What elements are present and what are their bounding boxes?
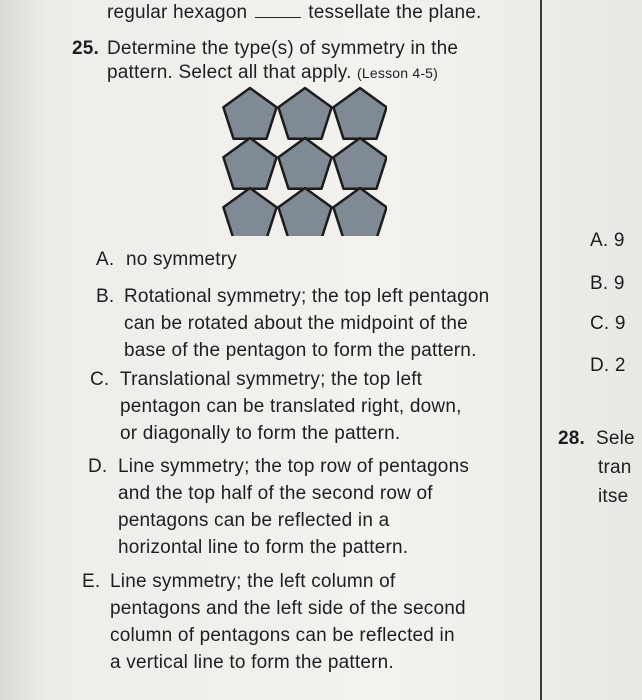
- pentagon: [223, 88, 276, 139]
- previous-question-text-end: tessellate the plane.: [308, 2, 482, 23]
- option-text-line[interactable]: can be rotated about the midpoint of the: [124, 313, 468, 334]
- pentagon: [223, 188, 276, 236]
- option-text-line[interactable]: base of the pentagon to form the pattern.: [124, 340, 477, 361]
- question-28-text: Sele: [596, 428, 635, 449]
- pentagon: [333, 88, 386, 139]
- lesson-reference: (Lesson 4-5): [357, 65, 439, 81]
- question-number: 25.: [72, 38, 100, 59]
- option-letter[interactable]: E.: [82, 571, 101, 592]
- right-choice[interactable]: A. 9: [590, 230, 625, 251]
- pentagon: [278, 138, 331, 189]
- previous-question-text-start: regular hexagon: [107, 2, 248, 23]
- option-text-line[interactable]: Rotational symmetry; the top left pentagon: [124, 286, 490, 307]
- answer-blank[interactable]: [255, 17, 301, 18]
- option-text-line[interactable]: Line symmetry; the top row of pentagons: [118, 456, 470, 477]
- option-text-line[interactable]: no symmetry: [126, 249, 237, 270]
- question-28-number: 28.: [558, 428, 586, 449]
- option-text-line[interactable]: horizontal line to form the pattern.: [118, 537, 409, 558]
- option-text-line[interactable]: Translational symmetry; the top left: [120, 369, 423, 390]
- option-text-line[interactable]: pentagon can be translated right, down,: [120, 396, 462, 417]
- pentagon: [223, 138, 276, 189]
- option-text-line[interactable]: column of pentagons can be reflected in: [110, 625, 455, 646]
- option-text-line[interactable]: or diagonally to form the pattern.: [120, 423, 401, 444]
- option-letter[interactable]: C.: [90, 369, 110, 390]
- question-line-1: Determine the type(s) of symmetry in the: [107, 38, 459, 59]
- right-choice[interactable]: C. 9: [590, 313, 626, 334]
- question-line-2: [107, 62, 438, 84]
- previous-question-line: [107, 2, 482, 24]
- option-text-line[interactable]: pentagons can be reflected in a: [118, 510, 390, 531]
- option-letter[interactable]: A.: [96, 249, 115, 270]
- option-letter[interactable]: B.: [96, 286, 115, 307]
- pentagon: [278, 188, 331, 236]
- right-choice[interactable]: B. 9: [590, 273, 625, 294]
- pentagon: [278, 88, 331, 139]
- option-text-line[interactable]: and the top half of the second row of: [118, 483, 433, 504]
- option-text-line[interactable]: pentagons and the left side of the second: [110, 598, 466, 619]
- option-letter[interactable]: D.: [88, 456, 108, 477]
- pentagon: [333, 138, 386, 189]
- column-divider: [540, 0, 542, 700]
- option-text-line[interactable]: a vertical line to form the pattern.: [110, 652, 394, 673]
- question-28-text: tran: [598, 457, 632, 478]
- question-28-text: itse: [598, 486, 629, 507]
- pentagon: [333, 188, 386, 236]
- pentagon-tessellation-figure: [222, 86, 387, 236]
- question-line-2-text: pattern. Select all that apply.: [107, 62, 352, 83]
- right-choice[interactable]: D. 2: [590, 355, 626, 376]
- option-text-line[interactable]: Line symmetry; the left column of: [110, 571, 396, 592]
